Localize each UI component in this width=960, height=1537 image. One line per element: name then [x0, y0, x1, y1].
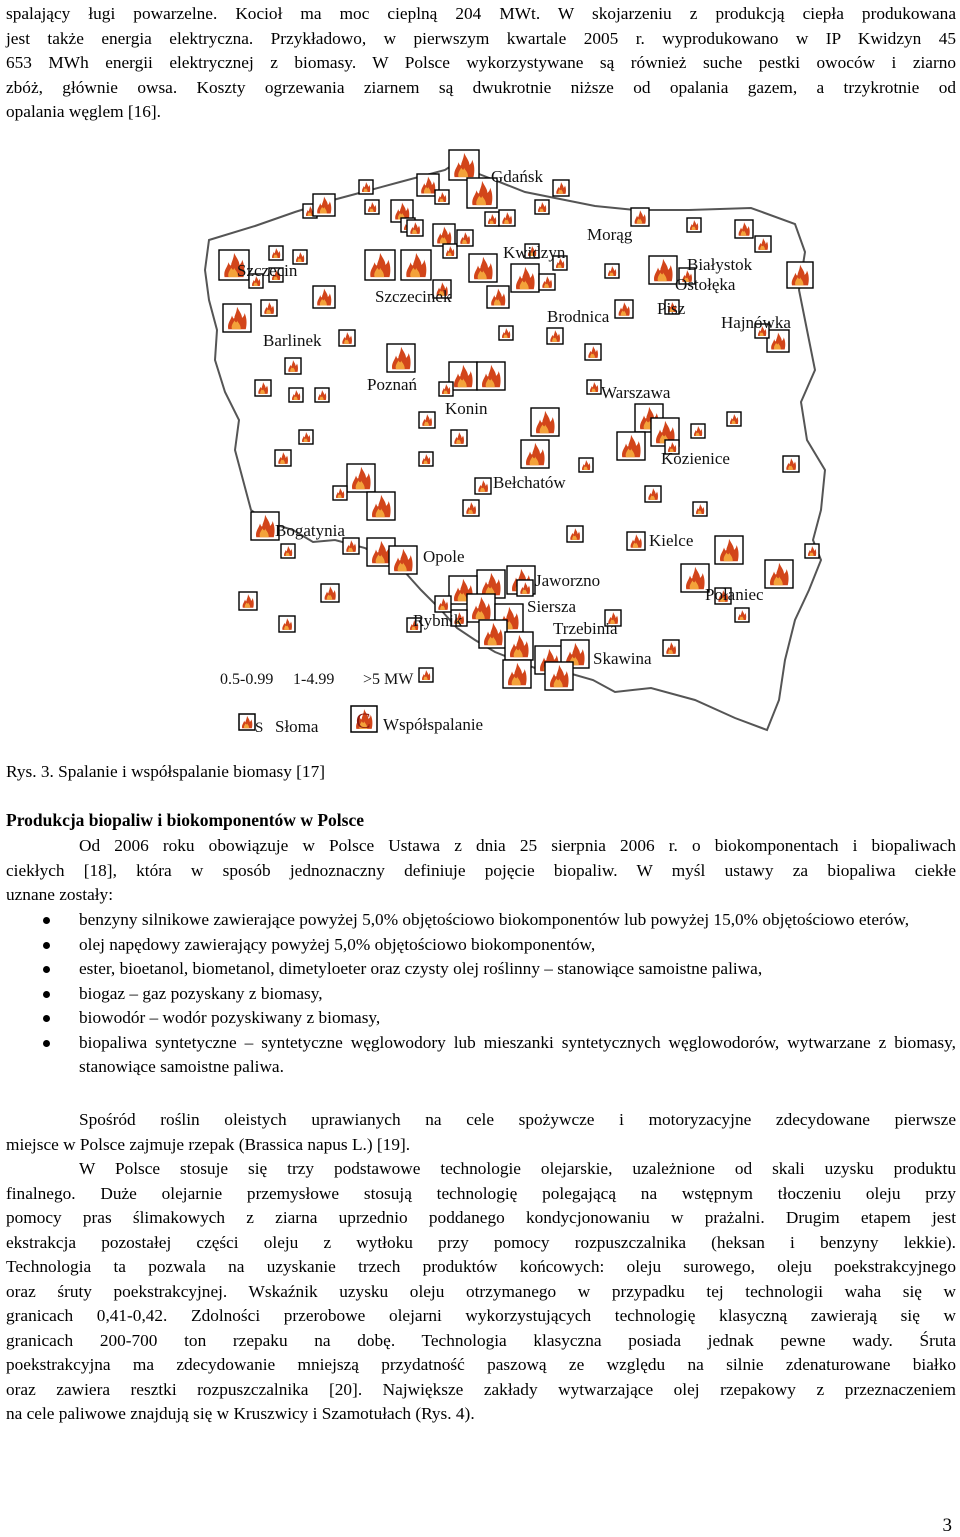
legend-size-small: 0.5-0.99 — [220, 671, 274, 688]
straw-marker — [435, 190, 449, 204]
text-line: Od 2006 roku obowiązuje w Polsce Ustawa z dnia 25 sierpnia 2006 r. o biokomponentach i biopaliwach — [79, 836, 956, 855]
straw-marker — [315, 388, 329, 402]
text-line: finalnego. Duże olejarnie przemysłowe stosują technologię polegającą na wstępnym tłoczeniu oleju przy — [6, 1183, 956, 1203]
cofiring-marker — [477, 362, 505, 390]
list-item — [6, 1031, 956, 1080]
text-line: W Polsce stosuje się trzy podstawowe technologie olejarskie, uzależnione od skali uzysku produktu — [79, 1159, 956, 1178]
straw-marker — [805, 544, 819, 558]
straw-marker — [365, 200, 379, 214]
bullet-icon — [43, 966, 50, 973]
straw-marker — [485, 212, 499, 226]
text-line: granicach 0,41-0,42. Zdolności przerobowe olejarni wykorzystujących technologię klasyczną zawierają się w — [6, 1306, 956, 1325]
straw-marker — [435, 596, 451, 612]
straw-marker — [359, 180, 373, 194]
city-label-kielce: Kielce — [649, 531, 694, 550]
legend-straw-marker — [239, 714, 255, 730]
text-line: na cele paliwowe znajdują się w Kruszwicy i Szamotułach (Rys. 4). — [6, 1404, 475, 1423]
cofiring-marker — [347, 464, 375, 492]
city-label-szczecin: Szczecin — [237, 261, 298, 280]
straw-marker — [451, 430, 467, 446]
straw-marker — [517, 580, 533, 596]
straw-marker — [419, 452, 433, 466]
straw-marker — [457, 230, 473, 246]
marker-layer — [219, 150, 819, 690]
text-line: zbóż, głównie owsa. Koszty ogrzewania ziarnem są dwukrotnie niższe od opalania gazem, a trzykrotnie od — [6, 77, 956, 97]
cofiring-marker — [617, 432, 645, 460]
straw-marker — [239, 592, 257, 610]
legend-cofiring-label: Współspalanie — [383, 715, 484, 734]
map-legend — [220, 671, 483, 736]
city-label-rybnik: Rybnik — [413, 611, 463, 630]
cofiring-marker — [505, 632, 533, 660]
biomass-combustion-map — [195, 140, 835, 740]
straw-marker — [313, 194, 335, 216]
text-line: jest także energia elektryczna. Przykładowo, w pierwszym kwartale 2005 r. wyprodukowano w IP Kwidzyn 45 — [6, 28, 956, 48]
straw-marker — [279, 616, 295, 632]
city-label-morag: Morąg — [587, 225, 633, 244]
cofiring-marker — [449, 150, 479, 180]
straw-marker — [281, 544, 295, 558]
straw-marker — [735, 608, 749, 622]
cofiring-marker — [503, 660, 531, 688]
list-item-text: olej napędowy zawierający powyżej 5,0% objętościowo biokomponentów, — [79, 934, 596, 954]
straw-marker — [627, 532, 645, 550]
city-label-bogatynia: Bogatynia — [275, 521, 345, 540]
city-label-siersza: Siersza — [527, 597, 577, 616]
section-heading: Produkcja biopaliw i biokomponentów w Polsce — [6, 810, 364, 830]
figure-caption: Rys. 3. Spalanie i współspalanie biomasy [17] — [6, 762, 325, 781]
straw-marker — [783, 456, 799, 472]
city-label-bialystok: Białystok — [687, 255, 753, 274]
cofiring-marker — [387, 344, 415, 372]
text-line: miejsce w Polsce zajmuje rzepak (Brassica napus L.) [19]. — [6, 1134, 411, 1154]
cofiring-marker — [467, 594, 495, 622]
page-number: 3 — [942, 1515, 952, 1536]
city-label-brodnica: Brodnica — [547, 307, 610, 326]
city-label-belchatow: Bełchatów — [493, 473, 566, 492]
text-line: poekstrakcyjna ma zdecydowanie mniejszą przydatność paszową ze względu na silnie zdenaturowane białko — [6, 1355, 956, 1374]
straw-marker — [539, 274, 555, 290]
legend-size-medium: 1-4.99 — [293, 671, 335, 688]
straw-marker — [365, 250, 395, 280]
city-label-hajnowka: Hajnówka — [721, 313, 791, 332]
cofiring-marker — [223, 304, 251, 332]
bullet-icon — [43, 991, 50, 998]
section-intro-paragraph — [6, 834, 956, 908]
text-line: Spośród roślin oleistych uprawianych na cele spożywcze i motoryzacyjne zdecydowane pierwsze — [79, 1110, 956, 1129]
straw-marker — [735, 220, 753, 238]
straw-marker — [255, 380, 271, 396]
bullet-icon — [43, 1040, 50, 1047]
bullet-icon — [43, 917, 50, 924]
city-label-szczecinek: Szczecinek — [375, 287, 452, 306]
cofiring-marker — [545, 662, 573, 690]
straw-marker — [443, 244, 457, 258]
cofiring-marker — [389, 546, 417, 574]
straw-marker — [535, 200, 549, 214]
straw-marker — [419, 412, 435, 428]
straw-marker — [499, 210, 515, 226]
text-line: pomocy pras ślimakowych z ziarna uprzednio poddanego kondycjonowaniu w prażalni. Drugim etapem jest — [6, 1208, 956, 1227]
list-item-text: biopaliwa syntetyczne – syntetyczne węglowodory lub mieszanki syntetycznych węglowodorów, wytwarzane z biomasy, stanowiące samoistne paliwa. — [79, 1032, 956, 1076]
rapeseed-paragraph — [6, 1108, 956, 1157]
bullet-icon — [43, 1015, 50, 1022]
straw-marker — [299, 430, 313, 444]
city-label-warszawa: Warszawa — [601, 383, 671, 402]
city-label-konin: Konin — [445, 399, 488, 418]
text-line: spalający ługi powarzelne. Kocioł ma moc cieplną 204 MWt. W skojarzeniu z produkcją ciepła produkowana — [6, 4, 956, 23]
straw-marker — [419, 668, 433, 682]
straw-marker — [333, 486, 347, 500]
straw-marker — [275, 450, 291, 466]
oil-technology-paragraph — [6, 1157, 956, 1427]
biofuel-definitions-list — [6, 908, 956, 1080]
legend-straw-letter: S — [255, 720, 264, 736]
city-label-ostroleka: Ostołęka — [675, 275, 736, 294]
list-item — [6, 982, 956, 1007]
straw-marker — [313, 286, 335, 308]
text-line: Technologia ta pozwala na uzyskanie trzech produktów końcowych: oleju surowego, oleju poekstrakcyjnego — [6, 1257, 956, 1276]
straw-marker — [767, 330, 789, 352]
straw-marker — [343, 538, 359, 554]
city-label-opole: Opole — [423, 547, 465, 566]
cofiring-marker — [765, 560, 793, 588]
legend-size-large: >5 MW — [363, 671, 414, 688]
straw-marker — [285, 358, 301, 374]
list-item-text: ester, bioetanol, biometanol, dimetyloeter oraz czysty olej roślinny – stanowiące samoistne paliwa, — [79, 959, 763, 978]
cofiring-marker — [367, 492, 395, 520]
list-item-text: biogaz – gaz pozyskany z biomasy, — [79, 983, 323, 1003]
text-line: opalania węglem [16]. — [6, 102, 161, 121]
straw-marker — [439, 382, 453, 396]
text-line: oraz zawiera resztki rozpuszczalnika [20]. Największe zakłady wytwarzające olej rzepakowy z przeznaczeniem — [6, 1379, 956, 1399]
straw-marker — [269, 246, 283, 260]
straw-marker — [605, 264, 619, 278]
city-label-pisz: Pisz — [657, 299, 686, 318]
straw-marker — [663, 640, 679, 656]
cofiring-marker — [715, 536, 743, 564]
list-item-text: biowodór – wodór pozyskiwany z biomasy, — [79, 1008, 381, 1027]
straw-marker — [289, 388, 303, 402]
text-line: granicach 200-700 ton rzepaku na dobę. Technologia klasyczna posiada jednak pewne wady. Śruta — [6, 1330, 956, 1350]
legend-cofiring-letter: C — [356, 708, 371, 733]
bullet-icon — [43, 942, 50, 949]
list-item — [6, 957, 956, 982]
city-label-trzebinia: Trzebinia — [553, 619, 618, 638]
straw-marker — [631, 208, 649, 226]
text-line: oraz śruty poekstrakcyjnej. Wskaźnik uzysku oleju otrzymanego w przypadku tej technologii waha się w — [6, 1281, 956, 1301]
straw-marker — [691, 424, 705, 438]
list-item — [6, 1006, 956, 1031]
straw-marker — [645, 486, 661, 502]
intro-paragraph — [6, 2, 956, 125]
cofiring-marker — [531, 408, 559, 436]
straw-marker — [487, 286, 509, 308]
straw-marker — [585, 344, 601, 360]
straw-marker — [339, 330, 355, 346]
straw-marker — [553, 180, 569, 196]
straw-marker — [407, 220, 423, 236]
text-line: ciekłych [18], która w sposób jednoznaczny definiuje pojęcie biopaliw. W myśl ustawy za biopaliwa ciekłe — [6, 860, 956, 880]
straw-marker — [755, 236, 771, 252]
straw-marker — [727, 412, 741, 426]
cofiring-marker — [469, 254, 497, 282]
straw-marker — [475, 478, 491, 494]
city-label-kozienice: Kozienice — [661, 449, 730, 468]
legend-straw-label: Słoma — [275, 717, 319, 736]
straw-marker — [401, 250, 431, 280]
cofiring-marker — [479, 620, 507, 648]
city-label-jaworzno: Jaworzno — [535, 571, 601, 590]
city-label-polaniec: Połaniec — [705, 585, 764, 604]
list-item — [6, 908, 956, 933]
text-line: 653 MWh energii elektrycznej z biomasy. W Polsce wykorzystywane są również suche pestki owoców i ziarno — [6, 53, 956, 72]
straw-marker — [615, 300, 633, 318]
text-line: uznane zostały: — [6, 885, 114, 904]
cofiring-marker — [511, 264, 539, 292]
straw-marker — [547, 328, 563, 344]
straw-marker — [463, 500, 479, 516]
straw-marker — [261, 300, 277, 316]
straw-marker — [579, 458, 593, 472]
cofiring-marker — [521, 440, 549, 468]
straw-marker — [321, 584, 339, 602]
straw-marker — [687, 218, 701, 232]
list-item-text: benzyny silnikowe zawierające powyżej 5,0% objętościowo biokomponentów lub powyżej 15,0% objętościowo eterów, — [79, 910, 910, 929]
straw-marker — [499, 326, 513, 340]
straw-marker — [587, 380, 601, 394]
list-item — [6, 933, 956, 958]
straw-marker — [693, 502, 707, 516]
city-label-barlinek: Barlinek — [263, 331, 322, 350]
cofiring-marker — [787, 262, 813, 288]
city-label-gdansk: Gdańsk — [491, 167, 543, 186]
cofiring-marker — [649, 256, 677, 284]
city-label-poznan: Poznań — [367, 375, 418, 394]
text-line: ekstrakcja pozostałej części oleju z wytłoku przy pomocy rozpuszczalnika (heksan i benzyny lekkie). — [6, 1232, 956, 1252]
city-label-skawina: Skawina — [593, 649, 652, 668]
city-label-kwidzyn: Kwidzyn — [503, 243, 566, 262]
straw-marker — [433, 224, 455, 246]
straw-marker — [567, 526, 583, 542]
